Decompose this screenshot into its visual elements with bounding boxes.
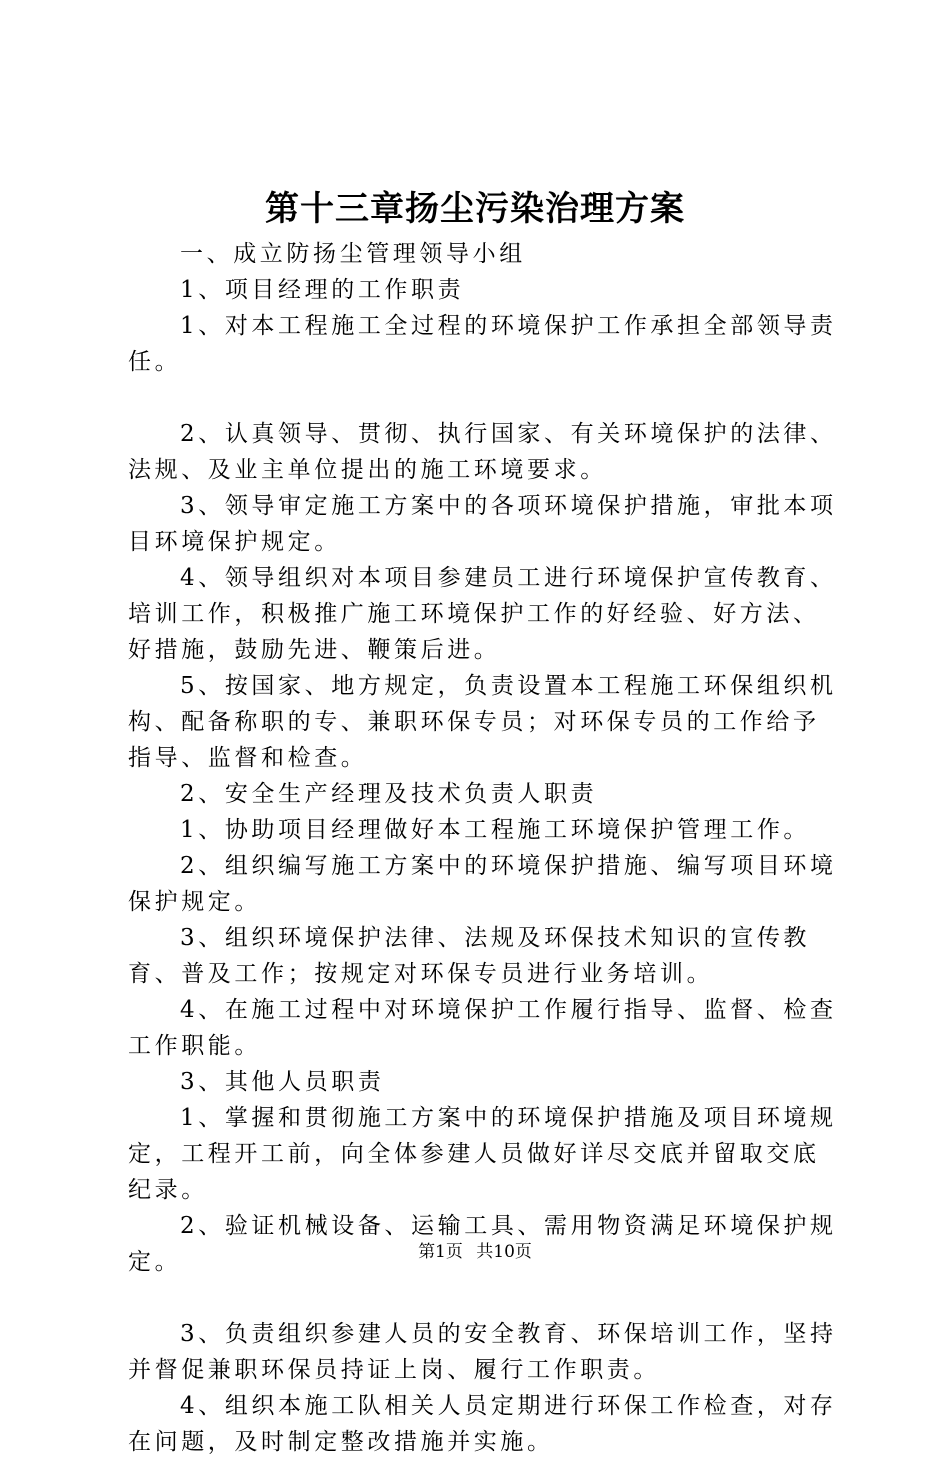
document-body (128, 236, 844, 1460)
paragraph: 3、组织环境保护法律、法规及环保技术知识的宣传教育、普及工作；按规定对环保专员进行业务培训。 (128, 925, 811, 987)
page-footer (0, 1240, 950, 1264)
document-title: 第十三章扬尘污染治理方案 (265, 189, 685, 229)
subsection-heading: 1、项目经理的工作职责 (180, 277, 465, 303)
paragraph: 2、组织编写施工方案中的环境保护措施、编写项目环境保护规定。 (128, 853, 837, 915)
paragraph: 2、验证机械设备、运输工具、需用物资满足环境保护规定。 (128, 1213, 837, 1275)
page-number: 第1页 (418, 1242, 463, 1262)
paragraph: 1、对本工程施工全过程的环境保护工作承担全部领导责任。 (128, 313, 837, 375)
paragraph: 4、领导组织对本项目参建员工进行环境保护宣传教育、培训工作，积极推广施工环境保护工作的好经验、好方法、好措施，鼓励先进、鞭策后进。 (128, 565, 837, 663)
paragraph: 3、负责组织参建人员的安全教育、环保培训工作，坚持并督促兼职环保员持证上岗、履行工作职责。 (128, 1321, 837, 1383)
paragraph: 4、在施工过程中对环境保护工作履行指导、监督、检查工作职能。 (128, 997, 837, 1059)
subsection-heading: 3、其他人员职责 (180, 1069, 385, 1095)
paragraph: 2、认真领导、贯彻、执行国家、有关环境保护的法律、法规、及业主单位提出的施工环境要求。 (128, 421, 837, 483)
section-heading: 一、成立防扬尘管理领导小组 (180, 241, 526, 267)
paragraph: 1、掌握和贯彻施工方案中的环境保护措施及项目环境规定，工程开工前，向全体参建人员做好详尽交底并留取交底纪录。 (128, 1105, 837, 1203)
page-total: 共10页 (476, 1242, 532, 1262)
blank-line (128, 1280, 844, 1316)
paragraph: 1、协助项目经理做好本工程施工环境保护管理工作。 (180, 817, 811, 843)
blank-line (128, 380, 844, 416)
paragraph: 3、领导审定施工方案中的各项环境保护措施，审批本项目环境保护规定。 (128, 493, 837, 555)
paragraph: 4、组织本施工队相关人员定期进行环保工作检查，对存在问题，及时制定整改措施并实施。 (128, 1393, 837, 1455)
subsection-heading: 2、安全生产经理及技术负责人职责 (180, 781, 598, 807)
paragraph: 5、按国家、地方规定，负责设置本工程施工环保组织机构、配备称职的专、兼职环保专员；对环保专员的工作给予指导、监督和检查。 (128, 673, 837, 771)
